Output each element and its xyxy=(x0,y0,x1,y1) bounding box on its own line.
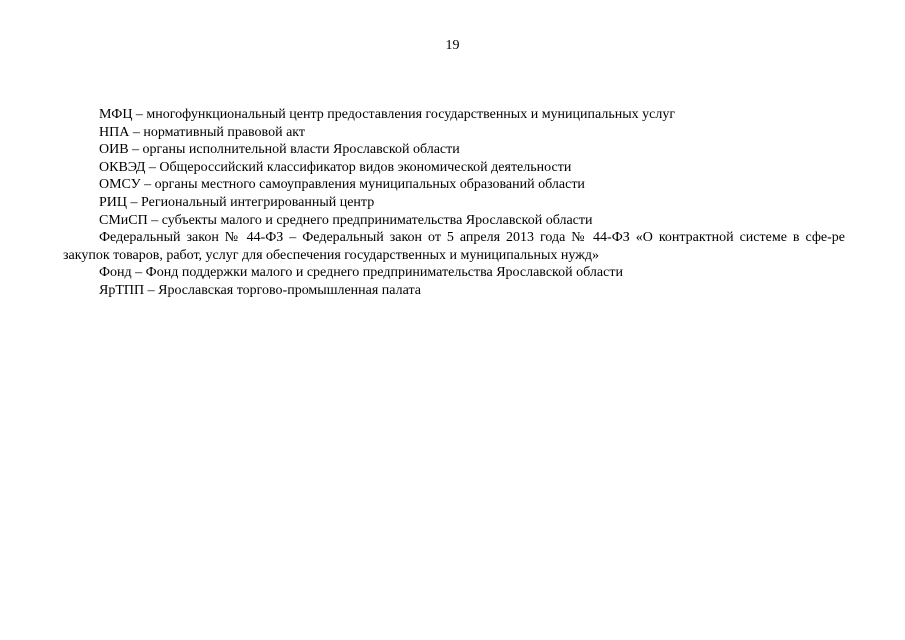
abbreviation-item-yartpp: ЯрТПП – Ярославская торгово-промышленная палата xyxy=(99,282,421,298)
abbreviation-item-fond: Фонд – Фонд поддержки малого и среднего предпринимательства Ярославской области xyxy=(99,265,623,281)
abbreviation-item-oiv: ОИВ – органы исполнительной власти Ярославской области xyxy=(99,142,460,158)
abbreviation-item-ric: РИЦ – Региональный интегрированный центр xyxy=(99,194,375,210)
abbreviation-item-omsu: ОМСУ – органы местного самоуправления муниципальных образований области xyxy=(99,177,585,193)
abbreviation-item-npa: НПА – нормативный правовой акт xyxy=(99,124,306,140)
abbreviation-item-mfc: МФЦ – многофункциональный центр предоставления государственных и муниципальных услуг xyxy=(99,107,676,122)
abbreviation-list xyxy=(63,106,845,300)
page-number: 19 xyxy=(445,38,460,53)
abbreviation-item-federal-law-44fz: Федеральный закон № 44-ФЗ – Федеральный закон от 5 апреля 2013 года № 44-ФЗ «О контрактной системе в сфе-ре закупок товаров, работ, услуг для обеспечения государственных и муниципальных нужд» xyxy=(63,230,845,263)
abbreviation-item-smisp: СМиСП – субъекты малого и среднего предпринимательства Ярославской области xyxy=(99,212,593,228)
abbreviation-item-okved: ОКВЭД – Общероссийский классификатор видов экономической деятельности xyxy=(99,159,572,175)
